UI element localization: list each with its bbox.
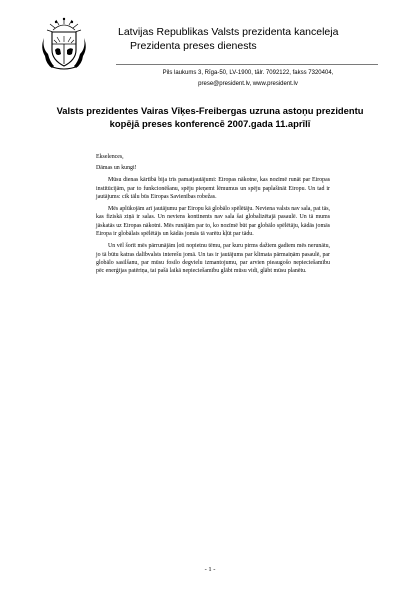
address-line2: prese@president.lv, www.president.lv (198, 81, 298, 87)
paragraph-1: Mūsu dienas kārtībā bija trīs pamatjautājumi: Eiropas nākotne, kas nozīmē runāt par Eiropas institūcijām, par to funkcionēšanu, spēju pieņemt lēmumus un spēju paplašināt Eiropu. Un tad ir jautājums: cik tālu būs Eiropas Savienības robežas. (96, 177, 330, 201)
latvia-coat-of-arms-icon (40, 16, 88, 70)
paragraph-3: Un vēl šorīt mēs pārrunājām ļoti nopietnu tēmu, par kuru pirms dažiem gadiem mēs nerunātu, jo tā būtu katras dalībvalsts interešu jomā. Un tas ir jautājums par klimata pārmaiņām pasaulē, par globālo sasilšanu, par mūsu fosilo degvielu izmantojumu, par arvien pieaugošo nepieciešamību pēc enerģijas patēriņa, tai pašā laikā nepieciešamību glābt mūsu vidi, glābt mūsu planētu. (96, 243, 330, 275)
header-divider (116, 64, 378, 65)
salutation-excellencies: Ekselences, (96, 154, 124, 160)
speech-body (96, 153, 330, 276)
address-line1: Pils laukums 3, Rīga-50, LV-1900, tālr. 7092122, fakss 7320404, (162, 70, 334, 76)
speech-title-line2: kopējā preses konferencē 2007.gada 11.aprīlī (109, 118, 311, 129)
contact-address (118, 68, 378, 90)
salutation-ladies-gentlemen: Dāmas un kungi! (96, 165, 137, 172)
speech-title (30, 104, 390, 130)
org-name-line1: Latvijas Republikas Valsts prezidenta kanceleja (118, 26, 339, 38)
org-name-line2: Prezidenta preses dienests (130, 40, 257, 52)
speech-title-line1: Valsts prezidentes Vairas Vīķes-Freibergas uzruna astoņu prezidentu (56, 105, 364, 116)
page-number: - 1 - (204, 566, 216, 573)
paragraph-2: Mēs aplūkojām arī jautājumu par Eiropu kā globālo spēlētāju. Neviena valsts nav sala, pat tās, kas fiziskā ziņā ir salas. Un neviens kontinents nav sala šai globalizētajā pasaulē. Un tā mums jāskatās uz Eiropas nākotni. Mēs runājām par to, ko nozīmē būt par globālo spēlētāju, kādās jomās Eiropa ir globālais spēlētājs un kādās jomās tā varētu kļūt par tādu. (96, 206, 330, 238)
